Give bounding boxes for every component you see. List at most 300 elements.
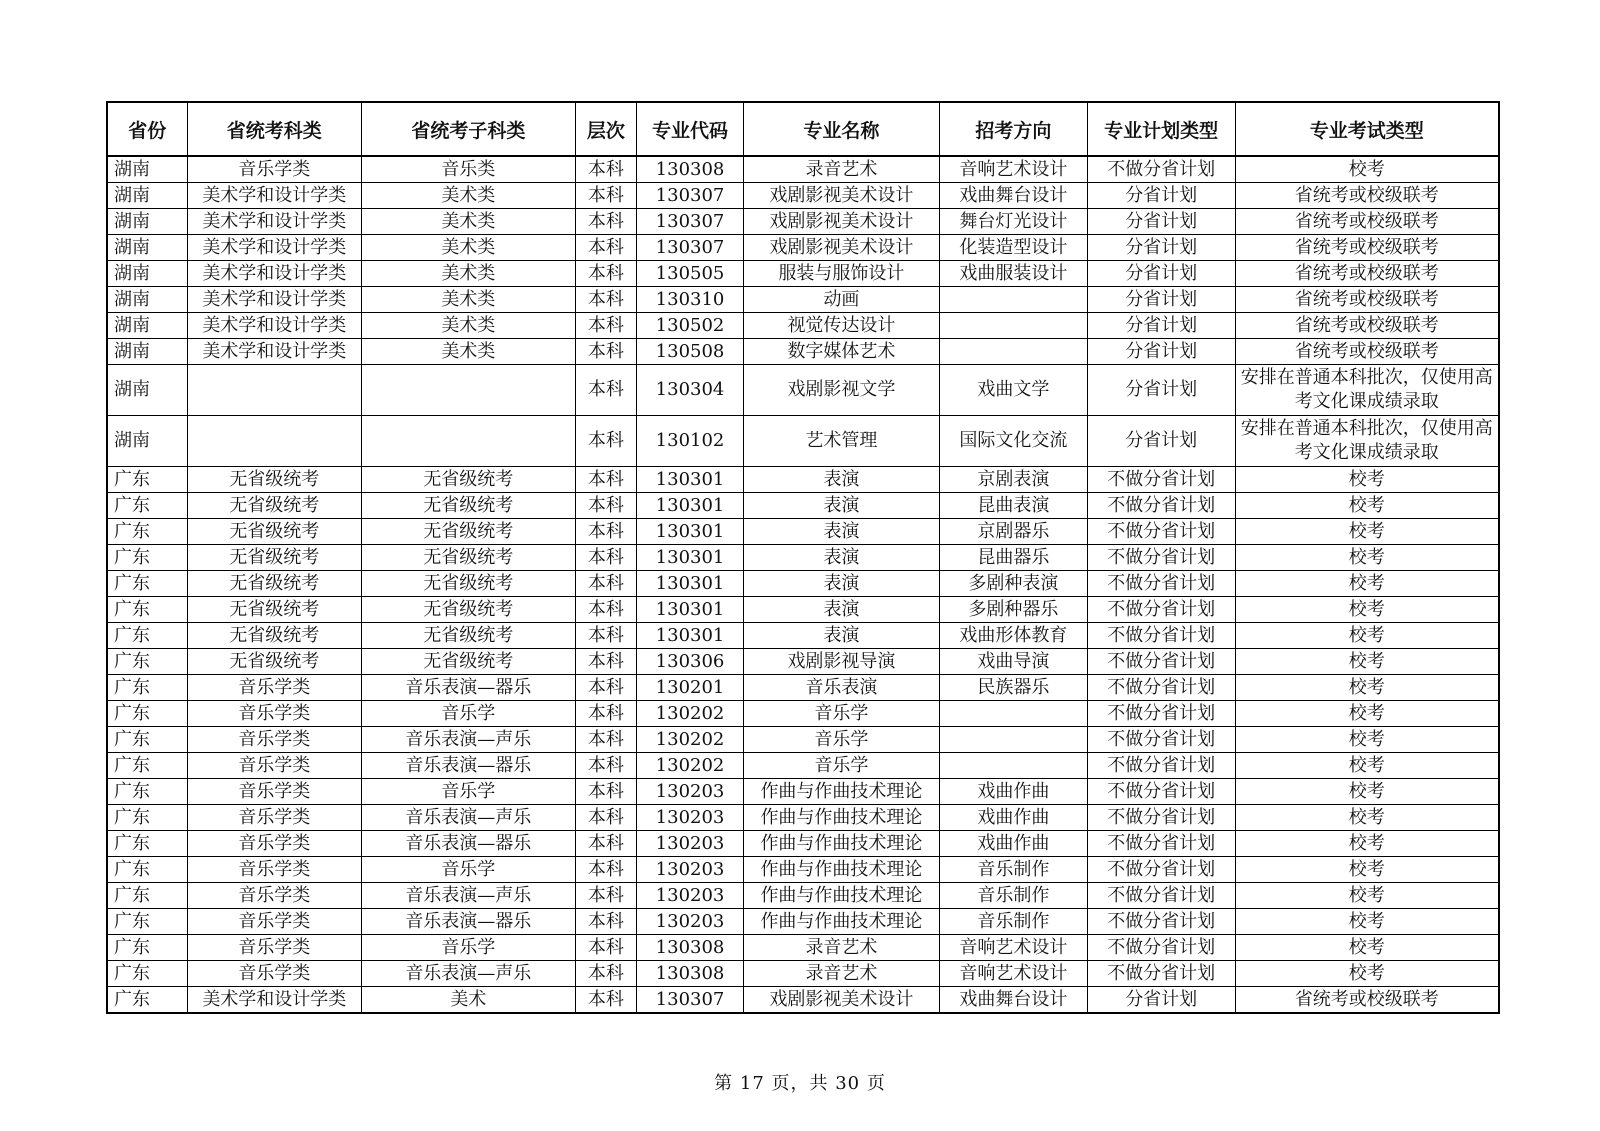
major-name-cell: 艺术管理: [743, 416, 939, 467]
exam-type-cell: 安排在普通本科批次，仅使用高考文化课成绩录取: [1235, 365, 1499, 416]
exam-category-cell: 无省级统考: [187, 649, 362, 675]
plan-type-cell: 分省计划: [1087, 987, 1235, 1014]
exam-category-cell: 无省级统考: [187, 467, 362, 493]
major-name-cell: 戏剧影视文学: [743, 365, 939, 416]
exam-subcategory-cell: 音乐类: [362, 156, 576, 183]
table-row: [107, 805, 1499, 831]
table-row: [107, 235, 1499, 261]
province-cell: 广东: [107, 519, 187, 545]
exam-subcategory-cell: 无省级统考: [362, 649, 576, 675]
direction-cell: 多剧种表演: [939, 571, 1087, 597]
major-code-cell: 130102: [637, 416, 744, 467]
exam-subcategory-cell: [362, 365, 576, 416]
level-cell: 本科: [575, 649, 637, 675]
table-body: [107, 156, 1499, 1013]
table-row: [107, 183, 1499, 209]
level-cell: 本科: [575, 675, 637, 701]
province-cell: 广东: [107, 753, 187, 779]
column-header: 省份: [107, 102, 187, 156]
direction-cell: [939, 339, 1087, 365]
major-name-cell: 戏剧影视美术设计: [743, 209, 939, 235]
level-cell: 本科: [575, 727, 637, 753]
level-cell: 本科: [575, 935, 637, 961]
major-name-cell: 作曲与作曲技术理论: [743, 805, 939, 831]
major-code-cell: 130308: [637, 156, 744, 183]
level-cell: 本科: [575, 909, 637, 935]
major-name-cell: 表演: [743, 545, 939, 571]
major-code-cell: 130301: [637, 493, 744, 519]
exam-subcategory-cell: 音乐表演—器乐: [362, 909, 576, 935]
table-row: [107, 545, 1499, 571]
exam-subcategory-cell: 音乐学: [362, 779, 576, 805]
province-cell: 广东: [107, 701, 187, 727]
direction-cell: 多剧种器乐: [939, 597, 1087, 623]
table-row: [107, 261, 1499, 287]
province-cell: 广东: [107, 571, 187, 597]
table-row: [107, 701, 1499, 727]
exam-type-cell: 校考: [1235, 727, 1499, 753]
province-cell: 湖南: [107, 183, 187, 209]
major-name-cell: 作曲与作曲技术理论: [743, 779, 939, 805]
exam-category-cell: 美术学和设计学类: [187, 261, 362, 287]
major-name-cell: 表演: [743, 597, 939, 623]
plan-type-cell: 不做分省计划: [1087, 779, 1235, 805]
column-header: 省统考科类: [187, 102, 362, 156]
level-cell: 本科: [575, 339, 637, 365]
exam-type-cell: 校考: [1235, 935, 1499, 961]
province-cell: 广东: [107, 675, 187, 701]
exam-type-cell: 校考: [1235, 909, 1499, 935]
plan-type-cell: 不做分省计划: [1087, 701, 1235, 727]
exam-subcategory-cell: 美术: [362, 987, 576, 1014]
major-code-cell: 130301: [637, 467, 744, 493]
exam-subcategory-cell: 无省级统考: [362, 467, 576, 493]
direction-cell: 民族器乐: [939, 675, 1087, 701]
plan-type-cell: 不做分省计划: [1087, 156, 1235, 183]
major-code-cell: 130202: [637, 701, 744, 727]
major-name-cell: 音乐表演: [743, 675, 939, 701]
exam-subcategory-cell: 美术类: [362, 209, 576, 235]
major-code-cell: 130307: [637, 209, 744, 235]
exam-subcategory-cell: 音乐学: [362, 935, 576, 961]
level-cell: 本科: [575, 961, 637, 987]
column-header: 层次: [575, 102, 637, 156]
plan-type-cell: 分省计划: [1087, 416, 1235, 467]
plan-type-cell: 分省计划: [1087, 183, 1235, 209]
exam-type-cell: 省统考或校级联考: [1235, 313, 1499, 339]
exam-type-cell: 校考: [1235, 649, 1499, 675]
table-row: [107, 519, 1499, 545]
major-name-cell: 服装与服饰设计: [743, 261, 939, 287]
province-cell: 湖南: [107, 261, 187, 287]
plan-type-cell: 分省计划: [1087, 365, 1235, 416]
exam-category-cell: 无省级统考: [187, 623, 362, 649]
exam-subcategory-cell: 音乐表演—器乐: [362, 753, 576, 779]
level-cell: 本科: [575, 857, 637, 883]
major-code-cell: 130202: [637, 753, 744, 779]
header-row: [107, 102, 1499, 156]
exam-type-cell: 省统考或校级联考: [1235, 261, 1499, 287]
province-cell: 广东: [107, 467, 187, 493]
province-cell: 广东: [107, 597, 187, 623]
major-code-cell: 130301: [637, 623, 744, 649]
major-code-cell: 130304: [637, 365, 744, 416]
exam-category-cell: [187, 416, 362, 467]
level-cell: 本科: [575, 545, 637, 571]
exam-subcategory-cell: 美术类: [362, 339, 576, 365]
level-cell: 本科: [575, 493, 637, 519]
plan-type-cell: 不做分省计划: [1087, 961, 1235, 987]
level-cell: 本科: [575, 183, 637, 209]
exam-category-cell: 美术学和设计学类: [187, 287, 362, 313]
table-row: [107, 883, 1499, 909]
direction-cell: 戏曲作曲: [939, 779, 1087, 805]
exam-type-cell: 校考: [1235, 961, 1499, 987]
exam-subcategory-cell: 美术类: [362, 313, 576, 339]
major-code-cell: 130505: [637, 261, 744, 287]
level-cell: 本科: [575, 701, 637, 727]
exam-category-cell: 无省级统考: [187, 571, 362, 597]
plan-type-cell: 不做分省计划: [1087, 675, 1235, 701]
major-name-cell: 戏剧影视美术设计: [743, 235, 939, 261]
exam-type-cell: 校考: [1235, 675, 1499, 701]
plan-type-cell: 不做分省计划: [1087, 571, 1235, 597]
exam-subcategory-cell: [362, 416, 576, 467]
plan-type-cell: 不做分省计划: [1087, 727, 1235, 753]
major-name-cell: 录音艺术: [743, 156, 939, 183]
exam-category-cell: 美术学和设计学类: [187, 313, 362, 339]
major-code-cell: 130308: [637, 961, 744, 987]
exam-type-cell: 校考: [1235, 701, 1499, 727]
table-row: [107, 287, 1499, 313]
province-cell: 湖南: [107, 313, 187, 339]
major-code-cell: 130306: [637, 649, 744, 675]
exam-category-cell: 音乐学类: [187, 156, 362, 183]
exam-type-cell: 校考: [1235, 753, 1499, 779]
exam-type-cell: 省统考或校级联考: [1235, 339, 1499, 365]
major-code-cell: 130203: [637, 857, 744, 883]
exam-subcategory-cell: 音乐表演—声乐: [362, 961, 576, 987]
table-row: [107, 753, 1499, 779]
exam-subcategory-cell: 美术类: [362, 183, 576, 209]
page-footer: 第 17 页，共 30 页: [714, 1073, 886, 1094]
exam-type-cell: 校考: [1235, 545, 1499, 571]
exam-subcategory-cell: 无省级统考: [362, 571, 576, 597]
major-code-cell: 130307: [637, 235, 744, 261]
exam-type-cell: 省统考或校级联考: [1235, 183, 1499, 209]
table-row: [107, 365, 1499, 416]
level-cell: 本科: [575, 883, 637, 909]
major-code-cell: 130502: [637, 313, 744, 339]
column-header: 专业代码: [637, 102, 744, 156]
major-name-cell: 表演: [743, 467, 939, 493]
level-cell: 本科: [575, 416, 637, 467]
plan-type-cell: 不做分省计划: [1087, 467, 1235, 493]
direction-cell: 戏曲文学: [939, 365, 1087, 416]
major-code-cell: 130308: [637, 935, 744, 961]
level-cell: 本科: [575, 623, 637, 649]
province-cell: 广东: [107, 649, 187, 675]
major-code-cell: 130201: [637, 675, 744, 701]
direction-cell: 戏曲舞台设计: [939, 987, 1087, 1014]
major-name-cell: 作曲与作曲技术理论: [743, 883, 939, 909]
exam-subcategory-cell: 音乐学: [362, 857, 576, 883]
table-row: [107, 857, 1499, 883]
exam-type-cell: 校考: [1235, 156, 1499, 183]
direction-cell: 国际文化交流: [939, 416, 1087, 467]
major-name-cell: 表演: [743, 623, 939, 649]
exam-subcategory-cell: 无省级统考: [362, 597, 576, 623]
direction-cell: [939, 753, 1087, 779]
province-cell: 湖南: [107, 209, 187, 235]
major-name-cell: 动画: [743, 287, 939, 313]
direction-cell: 音响艺术设计: [939, 961, 1087, 987]
exam-category-cell: 无省级统考: [187, 493, 362, 519]
exam-subcategory-cell: 音乐学: [362, 701, 576, 727]
exam-type-cell: 校考: [1235, 623, 1499, 649]
direction-cell: 昆曲表演: [939, 493, 1087, 519]
province-cell: 广东: [107, 493, 187, 519]
exam-category-cell: 音乐学类: [187, 961, 362, 987]
direction-cell: 戏曲舞台设计: [939, 183, 1087, 209]
plan-type-cell: 不做分省计划: [1087, 649, 1235, 675]
major-code-cell: 130310: [637, 287, 744, 313]
table-row: [107, 987, 1499, 1014]
table-row: [107, 909, 1499, 935]
exam-subcategory-cell: 音乐表演—声乐: [362, 727, 576, 753]
major-name-cell: 录音艺术: [743, 961, 939, 987]
exam-subcategory-cell: 美术类: [362, 261, 576, 287]
major-name-cell: 音乐学: [743, 701, 939, 727]
direction-cell: 戏曲形体教育: [939, 623, 1087, 649]
table-row: [107, 493, 1499, 519]
exam-category-cell: 音乐学类: [187, 935, 362, 961]
level-cell: 本科: [575, 156, 637, 183]
exam-category-cell: 音乐学类: [187, 727, 362, 753]
major-name-cell: 表演: [743, 519, 939, 545]
plan-type-cell: 分省计划: [1087, 235, 1235, 261]
province-cell: 广东: [107, 805, 187, 831]
table-row: [107, 597, 1499, 623]
direction-cell: 戏曲作曲: [939, 805, 1087, 831]
exam-subcategory-cell: 无省级统考: [362, 623, 576, 649]
province-cell: 湖南: [107, 235, 187, 261]
exam-type-cell: 校考: [1235, 493, 1499, 519]
major-code-cell: 130203: [637, 805, 744, 831]
major-name-cell: 戏剧影视美术设计: [743, 183, 939, 209]
direction-cell: 音乐制作: [939, 883, 1087, 909]
plan-type-cell: 不做分省计划: [1087, 519, 1235, 545]
exam-category-cell: 音乐学类: [187, 805, 362, 831]
plan-type-cell: 不做分省计划: [1087, 545, 1235, 571]
table-row: [107, 961, 1499, 987]
exam-type-cell: 安排在普通本科批次，仅使用高考文化课成绩录取: [1235, 416, 1499, 467]
major-code-cell: 130203: [637, 779, 744, 805]
direction-cell: 音乐制作: [939, 909, 1087, 935]
level-cell: 本科: [575, 831, 637, 857]
exam-category-cell: 美术学和设计学类: [187, 183, 362, 209]
plan-type-cell: 分省计划: [1087, 313, 1235, 339]
major-name-cell: 表演: [743, 571, 939, 597]
exam-category-cell: 音乐学类: [187, 831, 362, 857]
province-cell: 广东: [107, 623, 187, 649]
direction-cell: 京剧器乐: [939, 519, 1087, 545]
level-cell: 本科: [575, 779, 637, 805]
province-cell: 湖南: [107, 339, 187, 365]
exam-category-cell: 美术学和设计学类: [187, 235, 362, 261]
table-row: [107, 416, 1499, 467]
plan-type-cell: 不做分省计划: [1087, 805, 1235, 831]
exam-type-cell: 校考: [1235, 779, 1499, 805]
exam-category-cell: 音乐学类: [187, 675, 362, 701]
province-cell: 广东: [107, 961, 187, 987]
level-cell: 本科: [575, 571, 637, 597]
exam-type-cell: 校考: [1235, 519, 1499, 545]
level-cell: 本科: [575, 519, 637, 545]
exam-subcategory-cell: 美术类: [362, 235, 576, 261]
level-cell: 本科: [575, 365, 637, 416]
table-row: [107, 675, 1499, 701]
direction-cell: [939, 287, 1087, 313]
exam-type-cell: 省统考或校级联考: [1235, 209, 1499, 235]
province-cell: 广东: [107, 909, 187, 935]
table-row: [107, 935, 1499, 961]
exam-subcategory-cell: 美术类: [362, 287, 576, 313]
major-code-cell: 130508: [637, 339, 744, 365]
plan-type-cell: 不做分省计划: [1087, 909, 1235, 935]
plan-type-cell: 不做分省计划: [1087, 623, 1235, 649]
table-row: [107, 831, 1499, 857]
level-cell: 本科: [575, 235, 637, 261]
column-header: 专业计划类型: [1087, 102, 1235, 156]
exam-type-cell: 校考: [1235, 805, 1499, 831]
column-header: 省统考子科类: [362, 102, 576, 156]
level-cell: 本科: [575, 467, 637, 493]
table-row: [107, 623, 1499, 649]
major-name-cell: 表演: [743, 493, 939, 519]
exam-category-cell: 无省级统考: [187, 519, 362, 545]
direction-cell: 戏曲服装设计: [939, 261, 1087, 287]
exam-subcategory-cell: 音乐表演—声乐: [362, 805, 576, 831]
exam-category-cell: 美术学和设计学类: [187, 339, 362, 365]
plan-type-cell: 不做分省计划: [1087, 935, 1235, 961]
exam-subcategory-cell: 无省级统考: [362, 493, 576, 519]
level-cell: 本科: [575, 753, 637, 779]
direction-cell: 音乐制作: [939, 857, 1087, 883]
table-row: [107, 467, 1499, 493]
province-cell: 广东: [107, 831, 187, 857]
direction-cell: 化装造型设计: [939, 235, 1087, 261]
exam-type-cell: 省统考或校级联考: [1235, 235, 1499, 261]
exam-type-cell: 校考: [1235, 467, 1499, 493]
province-cell: 湖南: [107, 365, 187, 416]
level-cell: 本科: [575, 287, 637, 313]
exam-type-cell: 校考: [1235, 883, 1499, 909]
exam-category-cell: 音乐学类: [187, 701, 362, 727]
direction-cell: 京剧表演: [939, 467, 1087, 493]
plan-type-cell: 不做分省计划: [1087, 753, 1235, 779]
direction-cell: [939, 727, 1087, 753]
exam-category-cell: 音乐学类: [187, 779, 362, 805]
province-cell: 湖南: [107, 416, 187, 467]
exam-category-cell: 无省级统考: [187, 545, 362, 571]
major-code-cell: 130202: [637, 727, 744, 753]
exam-type-cell: 省统考或校级联考: [1235, 987, 1499, 1014]
major-code-cell: 130203: [637, 831, 744, 857]
level-cell: 本科: [575, 313, 637, 339]
plan-type-cell: 不做分省计划: [1087, 831, 1235, 857]
direction-cell: 音响艺术设计: [939, 156, 1087, 183]
exam-type-cell: 省统考或校级联考: [1235, 287, 1499, 313]
exam-category-cell: 无省级统考: [187, 597, 362, 623]
major-name-cell: 音乐学: [743, 727, 939, 753]
table-row: [107, 156, 1499, 183]
direction-cell: 戏曲作曲: [939, 831, 1087, 857]
province-cell: 广东: [107, 779, 187, 805]
major-code-cell: 130301: [637, 597, 744, 623]
level-cell: 本科: [575, 209, 637, 235]
plan-type-cell: 不做分省计划: [1087, 857, 1235, 883]
major-code-cell: 130301: [637, 545, 744, 571]
province-cell: 湖南: [107, 287, 187, 313]
level-cell: 本科: [575, 805, 637, 831]
exam-subcategory-cell: 无省级统考: [362, 519, 576, 545]
exam-category-cell: [187, 365, 362, 416]
table-row: [107, 313, 1499, 339]
major-name-cell: 数字媒体艺术: [743, 339, 939, 365]
province-cell: 湖南: [107, 156, 187, 183]
exam-subcategory-cell: 音乐表演—器乐: [362, 831, 576, 857]
province-cell: 广东: [107, 545, 187, 571]
exam-category-cell: 音乐学类: [187, 883, 362, 909]
province-cell: 广东: [107, 727, 187, 753]
exam-type-cell: 校考: [1235, 597, 1499, 623]
major-code-cell: 130307: [637, 183, 744, 209]
major-name-cell: 戏剧影视导演: [743, 649, 939, 675]
major-code-cell: 130307: [637, 987, 744, 1014]
exam-type-cell: 校考: [1235, 831, 1499, 857]
exam-type-cell: 校考: [1235, 857, 1499, 883]
table-row: [107, 779, 1499, 805]
major-name-cell: 作曲与作曲技术理论: [743, 909, 939, 935]
major-name-cell: 视觉传达设计: [743, 313, 939, 339]
exam-subcategory-cell: 音乐表演—声乐: [362, 883, 576, 909]
province-cell: 广东: [107, 857, 187, 883]
exam-type-cell: 校考: [1235, 571, 1499, 597]
province-cell: 广东: [107, 935, 187, 961]
direction-cell: [939, 701, 1087, 727]
exam-subcategory-cell: 无省级统考: [362, 545, 576, 571]
plan-type-cell: 分省计划: [1087, 261, 1235, 287]
column-header: 专业名称: [743, 102, 939, 156]
exam-category-cell: 美术学和设计学类: [187, 987, 362, 1014]
major-code-cell: 130301: [637, 571, 744, 597]
level-cell: 本科: [575, 987, 637, 1014]
plan-type-cell: 分省计划: [1087, 287, 1235, 313]
major-code-cell: 130301: [637, 519, 744, 545]
major-code-cell: 130203: [637, 883, 744, 909]
table-row: [107, 727, 1499, 753]
level-cell: 本科: [575, 597, 637, 623]
exam-subcategory-cell: 音乐表演—器乐: [362, 675, 576, 701]
direction-cell: 音响艺术设计: [939, 935, 1087, 961]
exam-category-cell: 音乐学类: [187, 857, 362, 883]
level-cell: 本科: [575, 261, 637, 287]
major-name-cell: 录音艺术: [743, 935, 939, 961]
major-name-cell: 作曲与作曲技术理论: [743, 857, 939, 883]
table-row: [107, 571, 1499, 597]
plan-type-cell: 不做分省计划: [1087, 883, 1235, 909]
